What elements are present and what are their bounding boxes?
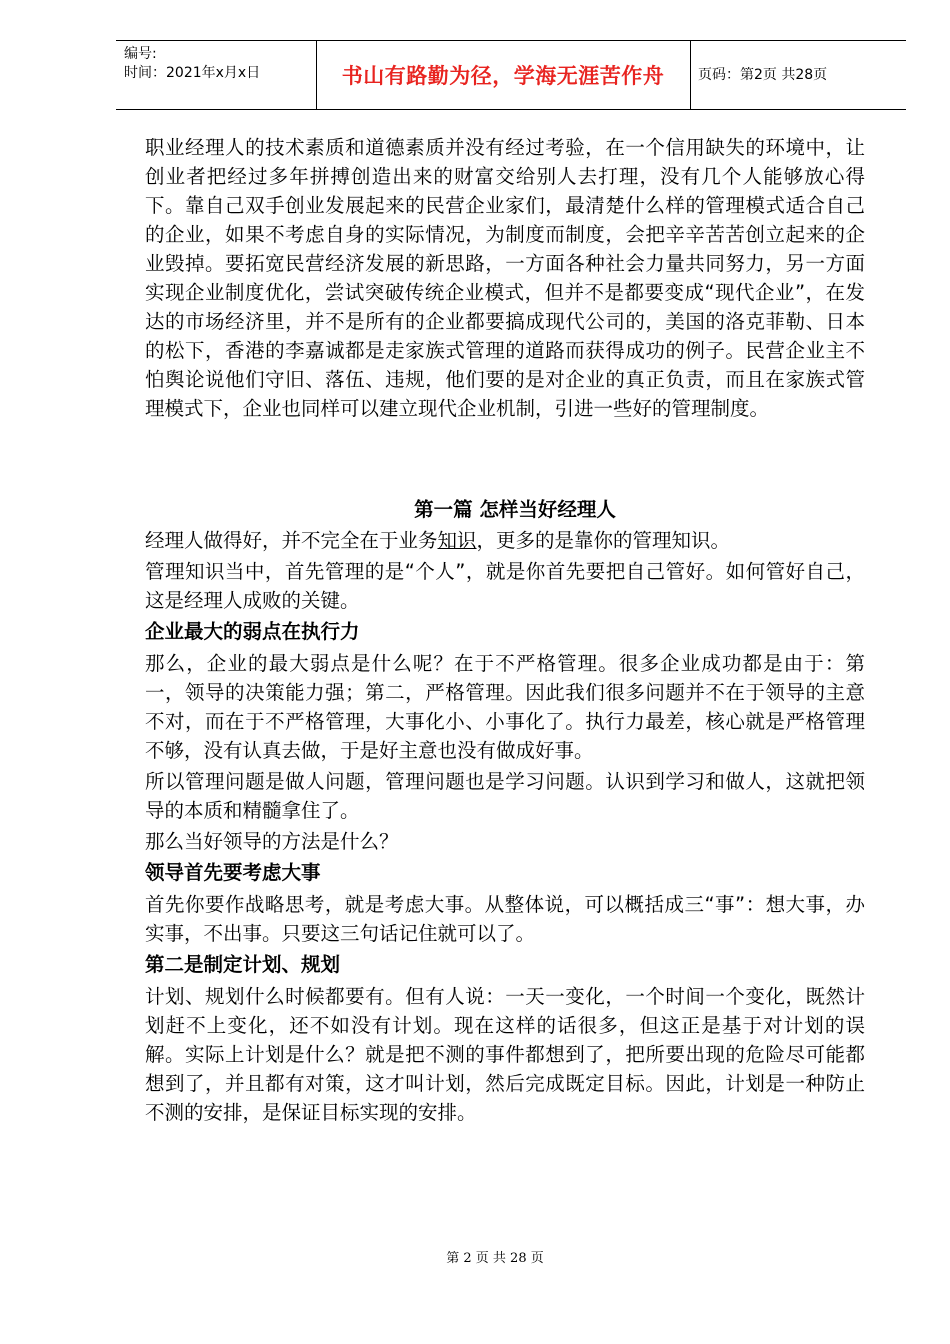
header-page-label: 页码：第2页 共28页	[698, 67, 828, 83]
paragraph-6: 首先你要作战略思考，就是考虑大事。从整体说，可以概括成三“事”：想大事，办实事，不出事。只要这三句话记住就可以了。	[145, 893, 865, 945]
time-label: 时间：2021年x月x日	[124, 65, 261, 81]
header-meta	[124, 45, 260, 83]
p1-after: ，更多的是靠你的管理知识。	[476, 529, 731, 552]
paragraph-3: 那么，企业的最大弱点是什么呢？在于不严格管理。很多企业成功都是由于：第一，领导的决策能力强；第二，严格管理。因此我们很多问题并不在于领导的主意不对，而在于不严格管理，大事化小、小事化了。执行力最差，核心就是严格管理不够，没有认真去做，于是好主意也没有做成好事。	[145, 652, 865, 762]
p1-underlined: 知识	[437, 529, 477, 552]
paragraph-4: 所以管理问题是做人问题，管理问题也是学习问题。认识到学习和做人，这就把领导的本质和精髓拿住了。	[145, 770, 865, 822]
paragraph-1	[145, 526, 865, 555]
intro-paragraph: 职业经理人的技术素质和道德素质并没有经过考验，在一个信用缺失的环境中，让创业者把经过多年拼搏创造出来的财富交给别人去打理，没有几个人能够放心得下。靠自己双手创业发展起来的民营企业家们，最清楚什么样的管理模式适合自己的企业，如果不考虑自身的实际情况，为制度而制度，会把辛辛苦苦创立起来的企业毁掉。要拓宽民营经济发展的新思路，一方面各种社会力量共同努力，另一方面实现企业制度优化，尝试突破传统企业模式，但并不是都要变成“现代企业”，在发达的市场经济里，并不是所有的企业都要搞成现代公司的，美国的洛克菲勒、日本的松下，香港的李嘉诚都是走家族式管理的道路而获得成功的例子。民营企业主不怕舆论说他们守旧、落伍、违规，他们要的是对企业的真正负责，而且在家族式管理模式下，企业也同样可以建立现代企业机制，引进一些好的管理制度。	[145, 136, 865, 420]
section-heading-3: 第二是制定计划、规划	[145, 953, 341, 976]
header-divider-right	[690, 41, 691, 109]
p1-before: 经理人做得好，并不完全在于业务	[145, 529, 438, 552]
paragraph-5: 那么当好领导的方法是什么？	[145, 830, 399, 853]
section-gap	[145, 423, 865, 495]
page-footer: 第 2 页 共 28 页	[446, 1251, 544, 1266]
paragraph-2: 管理知识当中，首先管理的是“个人”，就是你首先要把自己管好。如何管好自己，这是经理人成败的关键。	[145, 560, 865, 612]
section-heading-1: 企业最大的弱点在执行力	[145, 620, 360, 643]
number-label: 编号:	[124, 46, 157, 62]
page-header	[116, 40, 906, 110]
section-heading-2: 领导首先要考虑大事	[145, 861, 321, 884]
chapter-title: 第一篇 怎样当好经理人	[414, 498, 616, 521]
document-body	[145, 133, 865, 1127]
header-motto: 书山有路勤为径，学海无涯苦作舟	[341, 64, 665, 88]
paragraph-7: 计划、规划什么时候都要有。但有人说：一天一变化，一个时间一个变化，既然计划赶不上变化，还不如没有计划。现在这样的话很多，但这正是基于对计划的误解。实际上计划是什么？就是把不测的事件都想到了，把所要出现的危险尽可能都想到了，并且都有对策，这才叫计划，然后完成既定目标。因此，计划是一种防止不测的安排，是保证目标实现的安排。	[145, 985, 865, 1124]
